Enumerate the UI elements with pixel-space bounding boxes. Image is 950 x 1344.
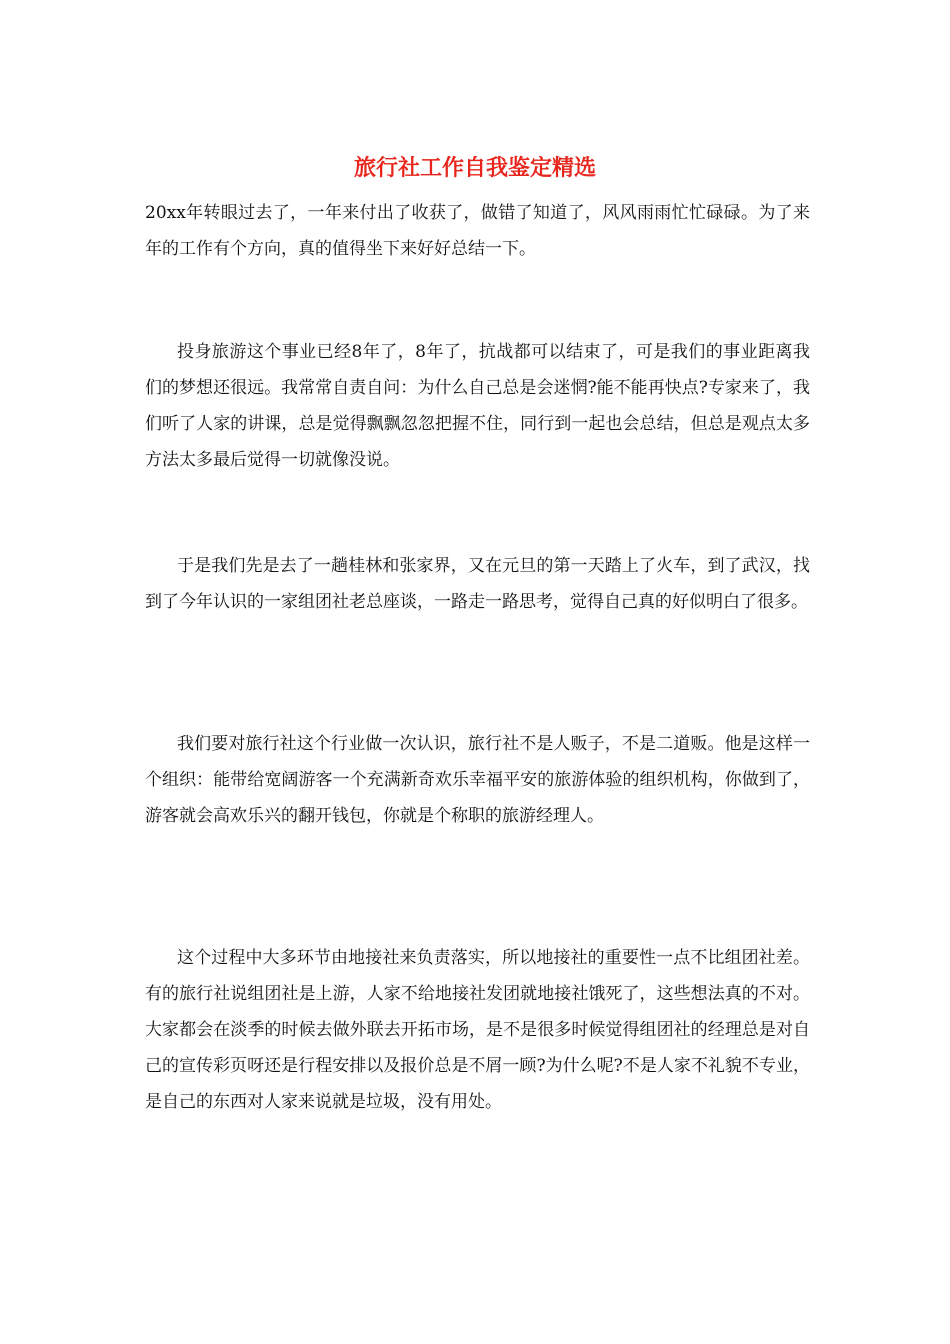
paragraph-career-reflection: 投身旅游这个事业已经8年了，8年了，抗战都可以结束了，可是我们的事业距离我们的梦想还很远。我常常自责自问：为什么自己总是会迷惘?能不能再快点?专家来了，我们听了人家的讲课，总是觉得飘飘忽忽把握不住，同行到一起也会总结，但总是观点太多方法太多最后觉得一切就像没说。 [145,342,810,470]
paragraph-intro: 20xx年转眼过去了，一年来付出了收获了，做错了知道了，风风雨雨忙忙碌碌。为了来年的工作有个方向，真的值得坐下来好好总结一下。 [145,203,810,259]
paragraph-trip: 于是我们先是去了一趟桂林和张家界，又在元旦的第一天踏上了火车，到了武汉，找到了今年认识的一家组团社老总座谈，一路走一路思考，觉得自己真的好似明白了很多。 [145,556,810,612]
document-title: 旅行社工作自我鉴定精选 [353,155,596,181]
paragraph-industry-view: 我们要对旅行社这个行业做一次认识，旅行社不是人贩子，不是二道贩。他是这样一个组织：能带给宽阔游客一个充满新奇欢乐幸福平安的旅游体验的组织机构，你做到了，游客就会高欢乐兴的翻开钱包，你就是个称职的旅游经理人。 [145,734,810,826]
paragraph-local-agency: 这个过程中大多环节由地接社来负责落实，所以地接社的重要性一点不比组团社差。有的旅行社说组团社是上游，人家不给地接社发团就地接社饿死了，这些想法真的不对。大家都会在淡季的时候去做外联去开拓市场，是不是很多时候觉得组团社的经理总是对自己的宣传彩页呀还是行程安排以及报价总是不屑一顾?为什么呢?不是人家不礼貌不专业，是自己的东西对人家来说就是垃圾，没有用处。 [145,948,810,1112]
